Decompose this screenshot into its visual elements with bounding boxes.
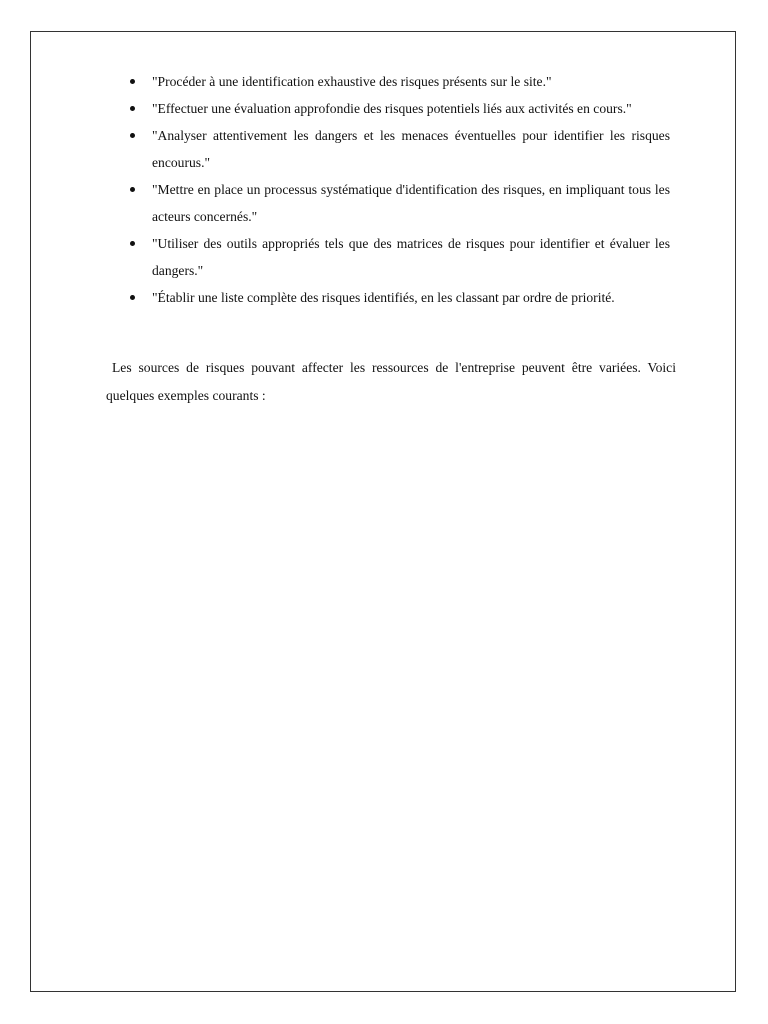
bullet-icon <box>130 241 135 246</box>
bullet-icon <box>130 106 135 111</box>
list-item <box>130 68 670 95</box>
bullet-list <box>130 68 670 311</box>
bullet-text: "Effectuer une évaluation approfondie des risques potentiels liés aux activités en cours." <box>152 101 632 116</box>
list-item <box>130 230 670 284</box>
bullet-text: "Analyser attentivement les dangers et les menaces éventuelles pour identifier les risques encourus." <box>152 128 670 170</box>
list-item <box>130 95 670 122</box>
bullet-text: "Mettre en place un processus systématique d'identification des risques, en impliquant tous les acteurs concernés." <box>152 182 670 224</box>
bullet-icon <box>130 295 135 300</box>
list-item <box>130 176 670 230</box>
bullet-icon <box>130 79 135 84</box>
bullet-text: "Utiliser des outils appropriés tels que des matrices de risques pour identifier et évaluer les dangers." <box>152 236 670 278</box>
body-paragraph: Les sources de risques pouvant affecter les ressources de l'entreprise peuvent être variées. Voici quelques exemples courants : <box>106 360 676 403</box>
bullet-text: "Procéder à une identification exhaustive des risques présents sur le site." <box>152 74 552 89</box>
bullet-text: "Établir une liste complète des risques identifiés, en les classant par ordre de priorité. <box>152 290 615 305</box>
bullet-icon <box>130 133 135 138</box>
bullet-icon <box>130 187 135 192</box>
list-item <box>130 284 670 311</box>
list-item <box>130 122 670 176</box>
